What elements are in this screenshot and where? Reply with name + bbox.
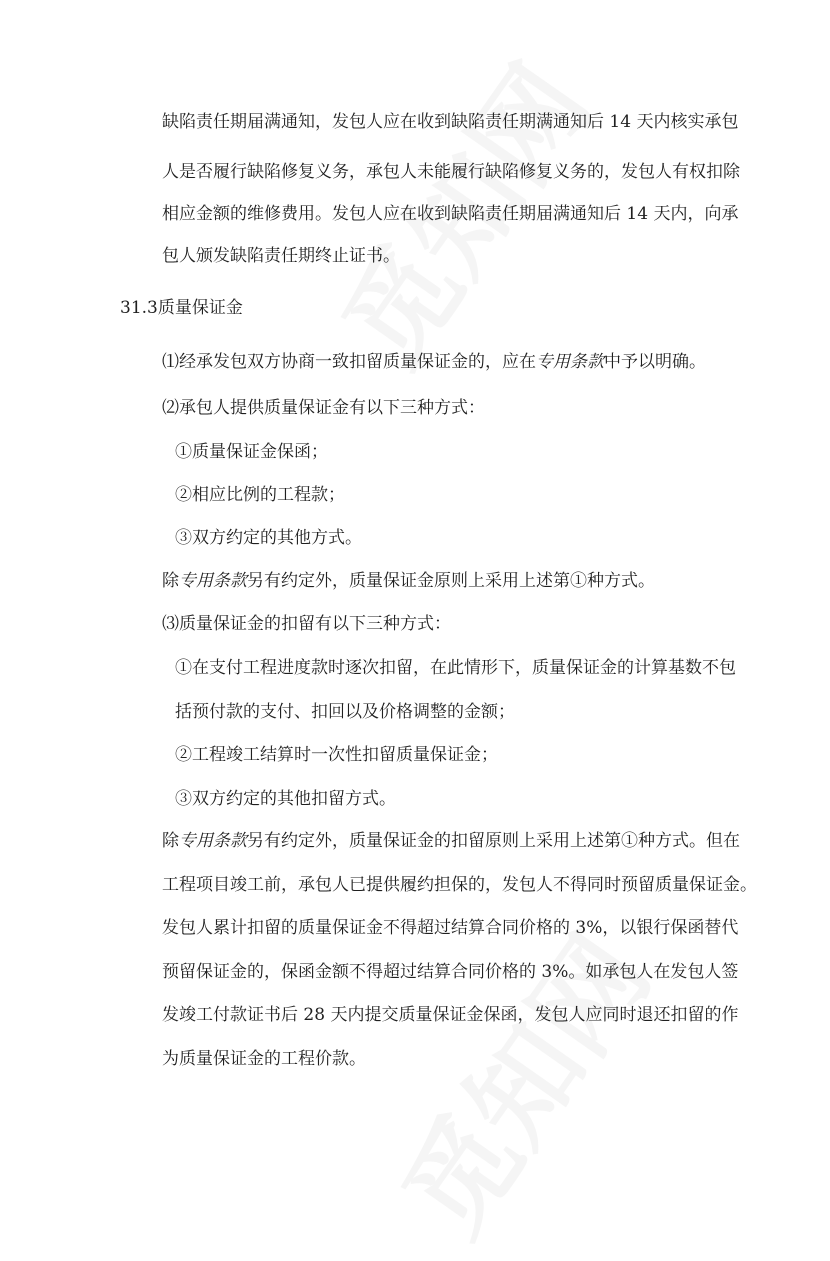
watermark — [360, 900, 679, 1261]
paragraph: ⑴经承发包双方协商一致扣留质量保证金的，应在专用条款中予以明确。 — [162, 352, 706, 372]
list-item: ①在支付工程进度款时逐次扣留，在此情形下，质量保证金的计算基数不包 — [175, 658, 736, 678]
list-item: ③双方约定的其他扣留方式。 — [175, 789, 396, 809]
text-line: 包人颁发缺陷责任期终止证书。 — [162, 246, 400, 266]
list-item: ②相应比例的工程款； — [175, 485, 345, 505]
text-line: 预留保证金的，保函金额不得超过结算合同价格的 3%。如承包人在发包人签 — [162, 962, 739, 982]
list-item: ①质量保证金保函； — [175, 442, 328, 462]
section-heading: 31.3质量保证金 — [120, 298, 243, 318]
text-line: 相应金额的维修费用。发包人应在收到缺陷责任期届满通知后 14 天内，向承 — [162, 204, 739, 224]
list-item: ②工程竣工结算时一次性扣留质量保证金； — [175, 745, 498, 765]
text-line: 缺陷责任期届满通知，发包人应在收到缺陷责任期满通知后 14 天内核实承包 — [162, 112, 739, 132]
list-item: ③双方约定的其他方式。 — [175, 528, 362, 548]
text-line: 为质量保证金的工程价款。 — [162, 1049, 366, 1069]
paragraph: ⑶质量保证金的扣留有以下三种方式： — [162, 614, 451, 634]
text-line: 人是否履行缺陷修复义务，承包人未能履行缺陷修复义务的，发包人有权扣除 — [162, 162, 740, 182]
list-item: 括预付款的支付、扣回以及价格调整的金额； — [175, 702, 515, 722]
paragraph: 除专用条款另有约定外，质量保证金的扣留原则上采用上述第①种方式。但在 — [162, 831, 740, 851]
text-line: 工程项目竣工前，承包人已提供履约担保的，发包人不得同时预留质量保证金。 — [162, 875, 757, 895]
text-line: 发竣工付款证书后 28 天内提交质量保证金保函，发包人应同时退还扣留的作 — [162, 1005, 739, 1025]
paragraph: 除专用条款另有约定外，质量保证金原则上采用上述第①种方式。 — [162, 571, 655, 591]
paragraph: ⑵承包人提供质量保证金有以下三种方式： — [162, 398, 485, 418]
text-line: 发包人累计扣留的质量保证金不得超过结算合同价格的 3%，以银行保函替代 — [162, 918, 739, 938]
